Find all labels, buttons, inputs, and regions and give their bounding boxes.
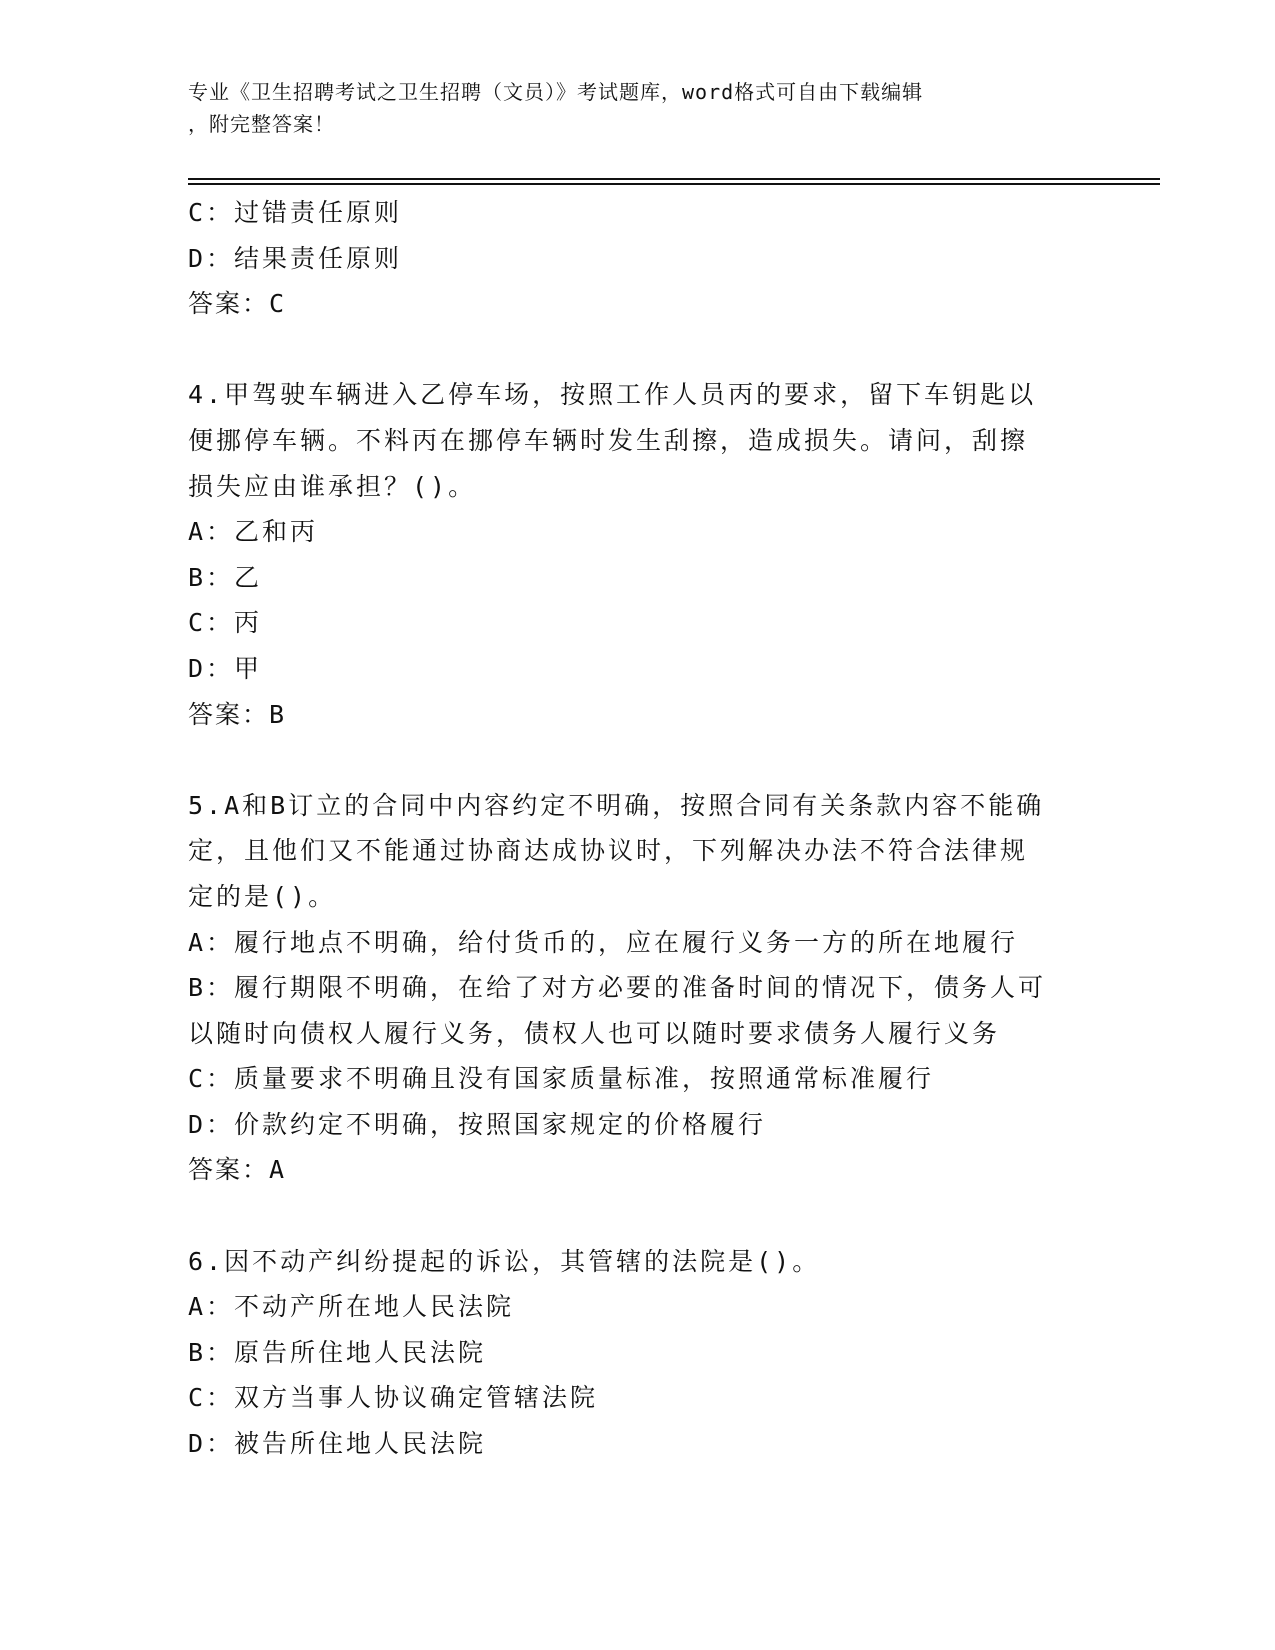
- option-d: D：被告所住地人民法院: [188, 1429, 487, 1459]
- question-stem-line: 便挪停车辆。不料丙在挪停车辆时发生刮擦，造成损失。请问，刮擦: [188, 425, 1029, 455]
- answer-label: 答案：C: [188, 289, 287, 319]
- option-d: D：价款约定不明确，按照国家规定的价格履行: [188, 1109, 767, 1139]
- option-c: C：过错责任原则: [188, 198, 403, 227]
- option-d: D：结果责任原则: [188, 243, 403, 273]
- question-stem-line: 损失应由谁承担？()。: [188, 471, 477, 501]
- question-3: [188, 190, 1128, 327]
- option-c: C：双方当事人协议确定管辖法院: [188, 1383, 599, 1413]
- header-line-1: 专业《卫生招聘考试之卫生招聘（文员）》考试题库，word格式可自由下载编辑: [188, 80, 924, 104]
- header-divider-top: [188, 178, 1160, 180]
- question-stem-line: 6.因不动产纠纷提起的诉讼，其管辖的法院是()。: [188, 1246, 821, 1276]
- spacer: [188, 327, 1128, 373]
- option-c: C：质量要求不明确且没有国家质量标准，按照通常标准履行: [188, 1064, 935, 1094]
- option-a: A：乙和丙: [188, 517, 319, 547]
- option-a: A：履行地点不明确，给付货币的，应在履行义务一方的所在地履行: [188, 927, 1019, 957]
- answer-label: 答案：A: [188, 1155, 287, 1185]
- option-c: C：丙: [188, 608, 263, 638]
- answer-label: 答案：B: [188, 699, 287, 729]
- option-b: B：履行期限不明确，在给了对方必要的准备时间的情况下，债务人可: [188, 973, 1047, 1003]
- option-b-continued: 以随时向债权人履行义务，债权人也可以随时要求债务人履行义务: [188, 1018, 1001, 1048]
- question-4: [188, 372, 1128, 737]
- question-stem-line: 定的是()。: [188, 881, 337, 911]
- option-b: B：原告所住地人民法院: [188, 1337, 487, 1367]
- document-header: [188, 76, 1088, 140]
- question-stem-line: 4.甲驾驶车辆进入乙停车场，按照工作人员丙的要求，留下车钥匙以: [188, 380, 1037, 410]
- question-list: [188, 190, 1128, 1467]
- question-stem-line: 定，且他们又不能通过协商达成协议时，下列解决办法不符合法律规: [188, 836, 1029, 866]
- header-divider-bottom: [188, 183, 1160, 185]
- spacer: [188, 1193, 1128, 1239]
- header-line-2: ，附完整答案！: [188, 112, 335, 136]
- question-stem-line: 5.A和B订立的合同中内容约定不明确，按照合同有关条款内容不能确: [188, 790, 1045, 820]
- option-d: D：甲: [188, 653, 263, 683]
- question-6: [188, 1239, 1128, 1467]
- question-5: [188, 783, 1128, 1193]
- option-a: A：不动产所在地人民法院: [188, 1292, 515, 1322]
- spacer: [188, 737, 1128, 783]
- option-b: B：乙: [188, 562, 263, 592]
